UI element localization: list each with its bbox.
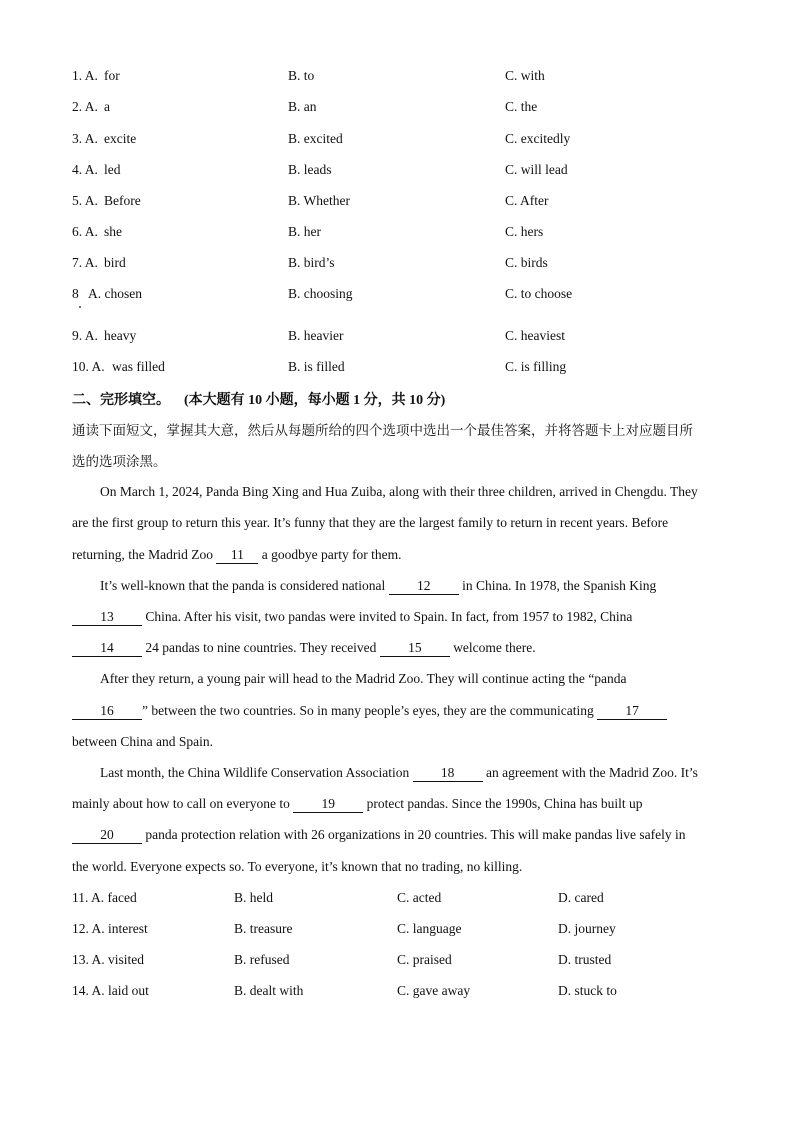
- question-number: 1. A.: [72, 68, 98, 83]
- blank-12[interactable]: 12: [389, 578, 459, 595]
- option-c: C. the: [505, 99, 538, 114]
- passage-text: It’s well-known that the panda is considered national: [100, 578, 389, 593]
- passage-line: [72, 545, 732, 565]
- option-d: D. cared: [558, 890, 604, 905]
- passage-line: [72, 607, 732, 627]
- passage-line: the world. Everyone expects so. To everyone, it’s known that no trading, no killing.: [72, 859, 523, 874]
- passage-line: After they return, a young pair will head to the Madrid Zoo. They will continue acting the “panda: [100, 671, 627, 686]
- option-b: B. her: [288, 224, 321, 239]
- blank-13[interactable]: 13: [72, 609, 142, 626]
- option-b: B. heavier: [288, 328, 344, 343]
- option-a: bird: [104, 255, 126, 270]
- passage-text: Last month, the China Wildlife Conservation Association: [100, 765, 413, 780]
- question-number: 5. A.: [72, 193, 98, 208]
- section-points: (本大题有 10 小题，每小题 1 分，共 10 分): [184, 393, 446, 408]
- option-d: D. journey: [558, 921, 616, 936]
- option-row: [72, 284, 732, 304]
- option-a: excite: [104, 131, 137, 146]
- option-c: C. gave away: [397, 983, 471, 998]
- option-row: [72, 950, 732, 970]
- option-b: B. Whether: [288, 193, 350, 208]
- passage-text: protect pandas. Since the 1990s, China has built up: [363, 796, 643, 811]
- blank-14[interactable]: 14: [72, 640, 142, 657]
- option-row: [72, 253, 732, 273]
- option-b: B. refused: [234, 952, 290, 967]
- section-title: 二、完形填空。: [72, 393, 170, 408]
- option-c: C. to choose: [505, 286, 573, 301]
- option-row: [72, 222, 732, 242]
- option-b: B. to: [288, 68, 315, 83]
- option-c: C. praised: [397, 952, 452, 967]
- option-b: B. excited: [288, 131, 343, 146]
- question-number: 3. A.: [72, 131, 98, 146]
- option-a: for: [104, 68, 120, 83]
- option-a: 12. A. interest: [72, 921, 148, 936]
- option-a: led: [104, 162, 121, 177]
- passage-line: [72, 576, 760, 596]
- option-b: B. choosing: [288, 286, 353, 301]
- option-row: [72, 888, 732, 908]
- option-b: B. leads: [288, 162, 332, 177]
- passage-line: [72, 825, 732, 845]
- passage-text: 24 pandas to nine countries. They received: [142, 640, 380, 655]
- passage-line: [72, 701, 732, 721]
- passage-line: [72, 763, 760, 783]
- option-b: B. treasure: [234, 921, 293, 936]
- option-b: B. bird’s: [288, 255, 335, 270]
- option-a: 14. A. laid out: [72, 983, 149, 998]
- option-row: [72, 357, 732, 377]
- option-a: 11. A. faced: [72, 890, 137, 905]
- blank-19[interactable]: 19: [293, 796, 363, 813]
- option-b: B. is filled: [288, 359, 345, 374]
- passage-line: between China and Spain.: [72, 734, 213, 749]
- option-c: C. is filling: [505, 359, 567, 374]
- question-number: 4. A.: [72, 162, 98, 177]
- option-c: C. with: [505, 68, 545, 83]
- blank-20[interactable]: 20: [72, 827, 142, 844]
- option-c: C. hers: [505, 224, 544, 239]
- option-c: C. birds: [505, 255, 548, 270]
- option-row: [72, 97, 732, 117]
- passage-line: On March 1, 2024, Panda Bing Xing and Hua Zuiba, along with their three children, arrived in Chengdu. They: [100, 484, 698, 499]
- option-row: [72, 981, 732, 1001]
- instruction-line: 选的选项涂黑。: [72, 454, 167, 469]
- option-b: B. an: [288, 99, 317, 114]
- question-number: 2. A.: [72, 99, 98, 114]
- option-a: was filled: [112, 359, 165, 374]
- passage-text: welcome there.: [449, 640, 536, 655]
- option-b: B. dealt with: [234, 983, 304, 998]
- question-number: 9. A.: [72, 328, 98, 343]
- option-a: heavy: [104, 328, 137, 343]
- option-d: D. trusted: [558, 952, 612, 967]
- question-number: 8: [72, 286, 79, 301]
- option-row: [72, 66, 732, 86]
- option-a: A. chosen: [88, 286, 142, 301]
- question-number: 10. A.: [72, 359, 105, 374]
- option-a: 13. A. visited: [72, 952, 145, 967]
- option-row: [72, 129, 732, 149]
- passage-text: China. After his visit, two pandas were invited to Spain. In fact, from 1957 to 1982, China: [142, 609, 633, 624]
- stray-dot: [79, 306, 81, 308]
- passage-text: a goodbye party for them.: [258, 547, 402, 562]
- section-heading: [72, 389, 445, 409]
- option-c: C. excitedly: [505, 131, 571, 146]
- option-c: C. acted: [397, 890, 442, 905]
- option-a: she: [104, 224, 122, 239]
- option-row: [72, 919, 732, 939]
- passage-text: in China. In 1978, the Spanish King: [458, 578, 657, 593]
- blank-17[interactable]: 17: [597, 703, 667, 720]
- option-c: C. will lead: [505, 162, 568, 177]
- section-instructions: [72, 415, 732, 477]
- passage-line: [72, 638, 732, 658]
- blank-18[interactable]: 18: [413, 765, 483, 782]
- question-number: 7. A.: [72, 255, 98, 270]
- passage-text: an agreement with the Madrid Zoo. It’s: [482, 765, 698, 780]
- option-c: C. After: [505, 193, 549, 208]
- option-b: B. held: [234, 890, 273, 905]
- option-c: C. language: [397, 921, 462, 936]
- option-row: [72, 160, 732, 180]
- option-row: [72, 191, 732, 211]
- blank-16[interactable]: 16: [72, 703, 142, 720]
- passage-text: mainly about how to call on everyone to: [72, 796, 294, 811]
- passage-text: ” between the two countries. So in many people’s eyes, they are the communicating: [142, 703, 598, 718]
- option-c: C. heaviest: [505, 328, 565, 343]
- passage-line: are the first group to return this year. It’s funny that they are the largest family to return in recent years. Before: [72, 515, 669, 530]
- passage-text: returning, the Madrid Zoo: [72, 547, 217, 562]
- option-d: D. stuck to: [558, 983, 617, 998]
- option-row: [72, 326, 732, 346]
- passage-text: panda protection relation with 26 organizations in 20 countries. This will make pandas live safely in: [142, 827, 686, 842]
- option-a: a: [104, 99, 110, 114]
- blank-11[interactable]: 11: [216, 547, 258, 564]
- question-number: 6. A.: [72, 224, 98, 239]
- passage-line: [72, 794, 732, 814]
- instruction-line: 通读下面短文，掌握其大意，然后从每题所给的四个选项中选出一个最佳答案，并将答题卡上对应题目所: [72, 423, 693, 438]
- blank-15[interactable]: 15: [380, 640, 450, 657]
- option-a: Before: [104, 193, 141, 208]
